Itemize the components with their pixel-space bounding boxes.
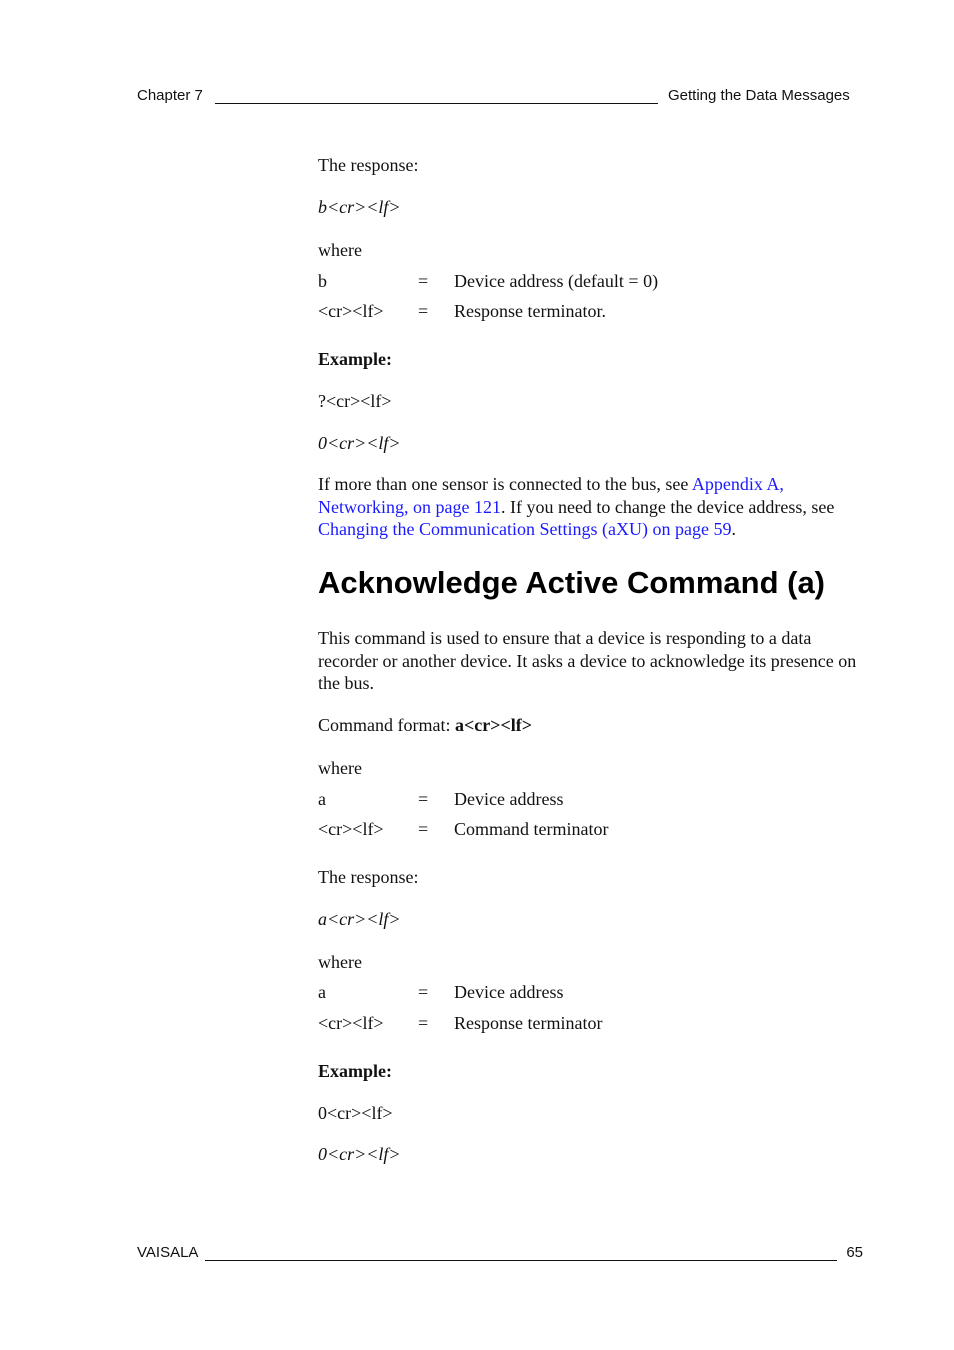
definition-description: Response terminator xyxy=(454,1013,603,1033)
networking-note xyxy=(318,473,863,541)
definition-description: Device address (default = 0) xyxy=(454,271,659,291)
definition-equals: = xyxy=(418,271,429,291)
header-chapter: Chapter 7 xyxy=(137,87,203,104)
example-response: 0<cr><lf> xyxy=(318,433,401,453)
response-label: The response: xyxy=(318,867,419,887)
header-section-title: Getting the Data Messages xyxy=(668,87,850,104)
definition-equals: = xyxy=(418,301,429,321)
where-label: where xyxy=(318,240,362,260)
example-command: 0<cr><lf> xyxy=(318,1103,393,1123)
note-text: . If you need to change the device address, see xyxy=(500,496,835,517)
definition-term: a xyxy=(318,982,326,1002)
note-text: If more than one sensor is connected to the bus, see xyxy=(318,474,692,494)
definition-description: Command terminator xyxy=(454,819,609,839)
definition-description: Response terminator. xyxy=(454,301,606,321)
where-label: where xyxy=(318,758,362,778)
section-intro: This command is used to ensure that a device is responding to a data recorder or another device. It asks a device to acknowledge its presence on the bus. xyxy=(318,628,857,693)
communication-settings-link[interactable]: Changing the Communication Settings (aXU) on page 59 xyxy=(318,519,732,539)
example-heading: Example: xyxy=(318,1061,392,1081)
definition-equals: = xyxy=(418,982,429,1002)
example-heading: Example: xyxy=(318,349,392,369)
definition-equals: = xyxy=(418,819,429,839)
footer-rule xyxy=(205,1260,837,1261)
where-label: where xyxy=(318,952,362,972)
definition-term: <cr><lf> xyxy=(318,1013,384,1033)
section-heading: Acknowledge Active Command (a) xyxy=(318,565,826,600)
page-number: 65 xyxy=(846,1244,863,1261)
command-format xyxy=(318,714,532,736)
command-format-label: Command format: xyxy=(318,715,455,735)
command-format-value: a<cr><lf> xyxy=(454,715,532,735)
definition-equals: = xyxy=(418,789,429,809)
example-response: 0<cr><lf> xyxy=(318,1144,401,1164)
definition-equals: = xyxy=(418,1013,429,1033)
response-format: b<cr><lf> xyxy=(318,197,401,217)
definition-term: a xyxy=(318,789,326,809)
definition-term: <cr><lf> xyxy=(318,301,384,321)
appendix-a-link[interactable]: Appendix A, Networking, on page 121 xyxy=(318,474,784,517)
footer-company: VAISALA xyxy=(137,1244,199,1261)
definition-term: b xyxy=(318,271,327,291)
note-text: . xyxy=(731,519,736,539)
example-command: ?<cr><lf> xyxy=(318,391,392,411)
response-format: a<cr><lf> xyxy=(318,909,401,929)
definition-term: <cr><lf> xyxy=(318,819,384,839)
definition-description: Device address xyxy=(454,789,564,809)
response-label: The response: xyxy=(318,155,419,175)
definition-description: Device address xyxy=(454,982,564,1002)
header-rule xyxy=(215,103,658,104)
